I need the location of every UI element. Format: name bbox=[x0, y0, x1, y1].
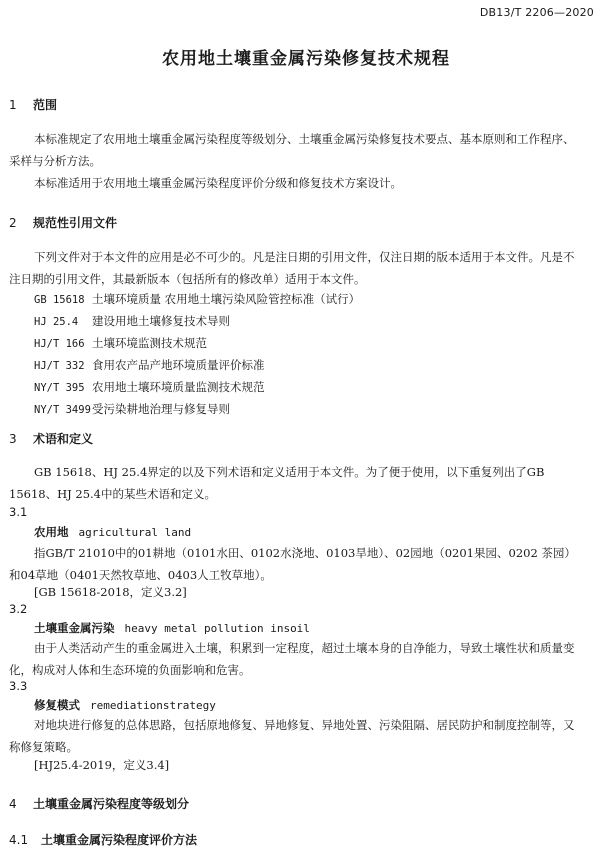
section-number: 1 bbox=[9, 98, 17, 112]
section-number: 2 bbox=[9, 216, 17, 230]
paragraph: 本标准规定了农用地土壤重金属污染程度等级划分、土壤重金属污染修复技术要点、基本原则和工作程序、采样与分析方法。 bbox=[9, 132, 575, 168]
section-3-heading bbox=[9, 430, 93, 447]
term-chinese: 修复模式 bbox=[34, 698, 80, 712]
section-2-heading bbox=[9, 214, 117, 231]
subsection-title: 土壤重金属污染程度评价方法 bbox=[41, 833, 198, 847]
section-title: 术语和定义 bbox=[33, 432, 94, 446]
section-1-heading bbox=[9, 96, 57, 113]
reference-code: NY/T 395 bbox=[34, 382, 85, 394]
reference-item bbox=[34, 291, 360, 307]
reference-item bbox=[34, 401, 230, 417]
clause-number: 3.2 bbox=[9, 602, 28, 616]
clause-number: 3.3 bbox=[9, 679, 28, 693]
paragraph: GB 15618、HJ 25.4界定的以及下列术语和定义适用于本文件。为了便于使用，以下重复列出了GB 15618、HJ 25.4中的某些术语和定义。 bbox=[9, 465, 545, 501]
reference-title: 农用地土壤环境质量监测技术规范 bbox=[92, 380, 265, 394]
reference-title: 土壤环境监测技术规范 bbox=[92, 336, 207, 350]
term-definition: 对地块进行修复的总体思路，包括原地修复、异地修复、异地处置、污染阻隔、居民防护和制度控制等，又称修复策略。 bbox=[9, 718, 575, 754]
standard-code: DB13/T 2206—2020 bbox=[479, 6, 594, 19]
reference-item bbox=[34, 335, 207, 351]
section-title: 范围 bbox=[33, 98, 58, 112]
reference-code: HJ/T 332 bbox=[34, 360, 85, 372]
term-chinese: 农用地 bbox=[34, 525, 69, 539]
reference-code: HJ/T 166 bbox=[34, 338, 85, 350]
section-number: 4 bbox=[9, 797, 17, 811]
document-title: 农用地土壤重金属污染修复技术规程 bbox=[162, 49, 450, 69]
clause-number: 3.1 bbox=[9, 505, 28, 519]
paragraph: 下列文件对于本文件的应用是必不可少的。凡是注日期的引用文件，仅注日期的版本适用于本文件。凡是不注日期的引用文件，其最新版本（包括所有的修改单）适用于本文件。 bbox=[9, 250, 575, 286]
reference-title: 受污染耕地治理与修复导则 bbox=[92, 402, 230, 416]
reference-title: 土壤环境质量 农用地土壤污染风险管控标准（试行） bbox=[92, 292, 361, 306]
term-entry bbox=[34, 697, 216, 713]
term-entry bbox=[34, 620, 310, 636]
section-4-heading bbox=[9, 795, 189, 812]
term-english: agricultural land bbox=[78, 526, 192, 539]
subsection-number: 4.1 bbox=[9, 833, 29, 847]
reference-code: NY/T 3499 bbox=[34, 404, 91, 416]
reference-item bbox=[34, 379, 265, 395]
paragraph: 本标准适用于农用地土壤重金属污染程度评价分级和修复技术方案设计。 bbox=[34, 176, 402, 190]
section-title: 规范性引用文件 bbox=[33, 216, 118, 230]
subsection-4-1-heading bbox=[9, 831, 197, 848]
reference-title: 建设用地土壤修复技术导则 bbox=[92, 314, 230, 328]
term-definition: 指GB/T 21010中的01耕地（0101水田、0102水浇地、0103旱地）、02园地（0201果园、0202 茶园）和04草地（0401天然牧草地、0403人工牧草地）。 bbox=[9, 546, 576, 582]
term-source: [GB 15618-2018，定义3.2] bbox=[34, 585, 187, 599]
reference-code: GB 15618 bbox=[34, 294, 85, 306]
reference-item bbox=[34, 357, 265, 373]
term-definition: 由于人类活动产生的重金属进入土壤，积累到一定程度，超过土壤本身的自净能力，导致土壤性状和质量变化，构成对人体和生态环境的负面影响和危害。 bbox=[9, 641, 575, 677]
section-number: 3 bbox=[9, 432, 17, 446]
section-title: 土壤重金属污染程度等级划分 bbox=[33, 797, 190, 811]
term-source: [HJ25.4-2019，定义3.4] bbox=[34, 758, 170, 772]
term-entry bbox=[34, 524, 191, 540]
reference-item bbox=[34, 313, 230, 329]
term-chinese: 土壤重金属污染 bbox=[34, 621, 115, 635]
reference-code: HJ 25.4 bbox=[34, 316, 79, 328]
term-english: remediationstrategy bbox=[90, 699, 216, 712]
term-english: heavy metal pollution insoil bbox=[124, 622, 310, 635]
reference-title: 食用农产品产地环境质量评价标准 bbox=[92, 358, 265, 372]
